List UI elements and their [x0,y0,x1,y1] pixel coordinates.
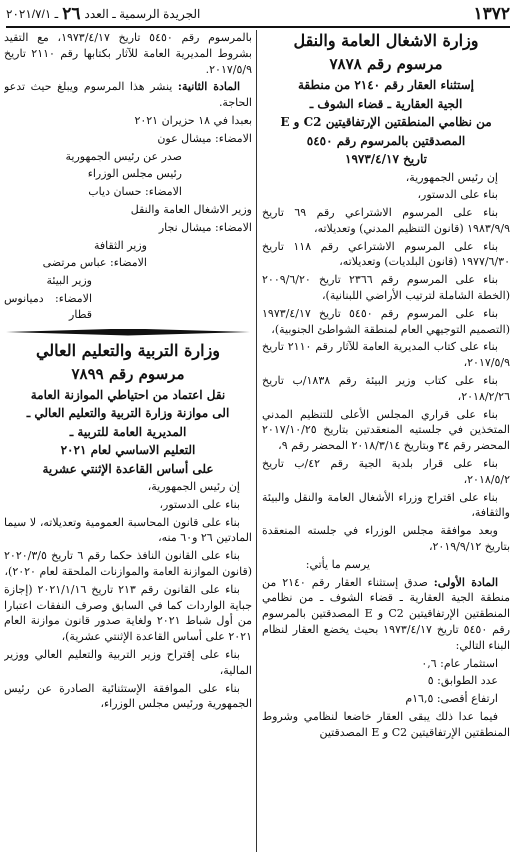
signature-line: رئيس مجلس الوزراء [87,167,182,181]
left-column [4,30,252,856]
article-1-label: المادة الأولى: [433,575,498,589]
spec-item: استثمار عام: ٠,٦ [421,656,498,670]
preamble-paragraph: بناء على قانون المحاسبة العمومية وتعديلاته، لا سيما المادتين ٢٦ و٦٠ منه، [4,515,252,545]
signature-line: وزير البيئة [46,274,92,288]
decree-subject-line: الجية العقارية ـ قضاء الشوف ـ [309,96,463,111]
preamble-paragraph: بناء على المرسوم رقم ٢٣٦٦ تاريخ ٢٠٠٩/٦/٢٠ (الخطة الشاملة لترتيب الأراضي اللبنانية)، [262,273,510,303]
signature-line: الامضاء: ميشال عون [157,131,252,145]
article-2-label: المادة الثانية: [177,80,240,94]
decree-subject-line: على أساس القاعدة الإثنتي عشرية [42,461,214,476]
preamble-paragraph: بناء على إقتراح وزير التربية والتعليم العالي ووزير المالية، [4,648,252,677]
continuation-paragraph: بالمرسوم رقم ٥٤٥٠ تاريخ ١٩٧٣/٤/١٧، مع التقيد بشروط المديرية العامة للآثار بكتابها رقم ٢١١٠ تاريخ ٢٠١٧/٥/٩. [4,31,252,76]
article-2-text: ينشر هذا المرسوم ويبلغ حيث تدعو الحاجة. [4,80,252,110]
opening-line: إن رئيس الجمهورية، [405,170,498,184]
preamble-paragraph: بناء على المرسوم الاشتراعي رقم ٦٩ تاريخ ١٩٨٣/٩/٩ (قانون التنظيم المدني) وتعديلاته، [262,206,510,235]
column-divider [256,30,257,852]
decree-subject-line: نقل اعتماد من احتياطي الموازنة العامة [30,387,226,402]
preamble-paragraph: بناء على الموافقة الإستثنائية الصادرة عن رئيس الجمهورية ورئيس مجلس الوزراء، [4,681,252,711]
signature-line: وزير الاشغال العامة والنقل [130,202,252,216]
decree-title: مرسوم رقم ٧٨٩٩ [71,364,185,383]
spec-item: عدد الطوابق: ٥ [427,674,498,688]
article-1-text: صدق إستثناء العقار رقم ٢١٤٠ من منطقة الجية العقارية ـ قضاء الشوف ـ من نظامي المنطقتين الإرتفاقيتين C2 و E المصدقتين بالمرسوم رقم ٥٤٥٠ تاريخ ١٩٧٣/٤/١٧ بحيث يخضع العقار لنظام البناء التالي: [262,575,510,652]
preamble-paragraph: بناء على كتاب المديرية العامة للآثار رقم ٢١١٠ تاريخ ٢٠١٧/٥/٩، [262,340,510,370]
decree-subject-line: المديرية العامة للتربية ـ [69,424,187,439]
signature-line: الامضاء: دميانوس قطار [4,291,92,321]
page-number: ١٣٧٢ [473,4,510,23]
ministry-heading: وزارة الاشغال العامة والنقل [293,31,479,50]
decree-subject-line: المصدقتين بالمرسوم رقم ٥٤٥٠ [306,133,466,148]
header-rule [6,26,510,28]
right-column [262,30,510,856]
decree-subject-line: من نظامي المنطقتين الإرتفاقيتين C2 و E [280,115,492,129]
preamble-paragraph: بناء على الدستور، [159,497,240,511]
preamble-paragraph: بناء على القانون رقم ٢١٣ تاريخ ٢٠٢١/١/١٦ (إجازة جباية الواردات كما في السابق وصرف النفقات اعتبارا من أول شباط ٢٠٢١ ولغاية صدور قانون موازنة العام ٢٠٢١ على أساس القاعدة الإثنتي عشرية)، [4,582,252,644]
decrees-line: يرسم ما يأتي: [305,557,370,571]
signature-line: الامضاء: عباس مرتضى [42,256,147,270]
preamble-paragraph: بناء على قراري المجلس الأعلى للتنظيم المدني المتخذين في جلستيه المنعقدتين بتاريخ ٢٠١٧/١٠/٢٥ المحضر رقم ٣٤ وبتاريخ ٢٠١٨/٣/١٤ المحضر رقم ٩، [262,407,510,453]
section-divider [6,329,250,336]
decree-subject-line: تاريخ ١٩٧٣/٤/١٧ [345,152,427,166]
preamble-paragraph: وبعد موافقة مجلس الوزراء في جلسته المنعقدة بتاريخ ٢٠١٩/٩/١٢، [262,524,510,554]
issue-date: ـ ٢٠٢١/٧/١ [6,7,59,21]
preamble-paragraph: بناء على كتاب وزير البيئة رقم ١٨٣٨/ب تاريخ ٢٠١٨/٢/٢٦، [262,374,510,403]
preamble-paragraph: بناء على قرار بلدية الجية رقم ٤٢/ب تاريخ ٢٠١٨/٥/٢، [262,457,510,486]
preamble-paragraph: بناء على المرسوم الاشتراعي رقم ١١٨ تاريخ ١٩٧٧/٦/٣٠ (قانون البلديات) وتعديلاته، [262,239,510,269]
preamble-paragraph: بناء على القانون النافذ حكما رقم ٦ تاريخ ٢٠٢٠/٣/٥ (قانون الموازنة العامة والموازنات الملحقة لعام ٢٠٢٠)، [4,549,252,579]
signature-line: صدر عن رئيس الجمهورية [65,149,182,163]
preamble-paragraph: بناء على المرسوم رقم ٥٤٥٠ تاريخ ١٩٧٣/٤/١٧ (التصميم التوجيهي العام لمنطقة الشواطئ الجنوبية)، [262,306,510,336]
decree-subject-line: إستثناء العقار رقم ٢١٤٠ من منطقة [297,78,474,92]
ministry-heading: وزارة التربية والتعليم العالي [35,340,221,360]
decree-subject-line: الى موازنة وزارة التربية والتعليم العالي ـ [26,406,230,421]
opening-line: إن رئيس الجمهورية، [147,480,240,494]
signature-line: وزير الثقافة [93,238,147,252]
signature-line: الامضاء: حسان دياب [88,185,182,199]
signature-line: الامضاء: ميشال نجار [158,220,252,234]
decree-subject-line: التعليم الاساسي لعام ٢٠٢١ [60,443,196,458]
page-header [6,4,510,24]
gazette-name: الجريدة الرسمية ـ العدد [84,7,201,21]
article-1 [262,575,510,654]
closing-paragraph: فيما عدا ذلك يبقى العقار خاضعا لنظامي وشروط المنطقتين الإرتفاقيتين C2 و E المصدقتين [262,710,510,739]
decree-title: مرسوم رقم ٧٨٧٨ [329,55,443,73]
issue-number: ٢٦ [62,4,81,23]
preamble-paragraph: بناء على الدستور، [417,188,498,202]
signed-date: بعبدا في ١٨ حزيران ٢٠٢١ [134,113,252,127]
spec-item: ارتفاع أقصى: ١٦,٥م [405,692,498,706]
article-2 [4,79,252,111]
preamble-paragraph: بناء على اقتراح وزراء الأشغال العامة والنقل والبيئة والثقافة، [262,490,510,520]
running-head [6,4,200,24]
